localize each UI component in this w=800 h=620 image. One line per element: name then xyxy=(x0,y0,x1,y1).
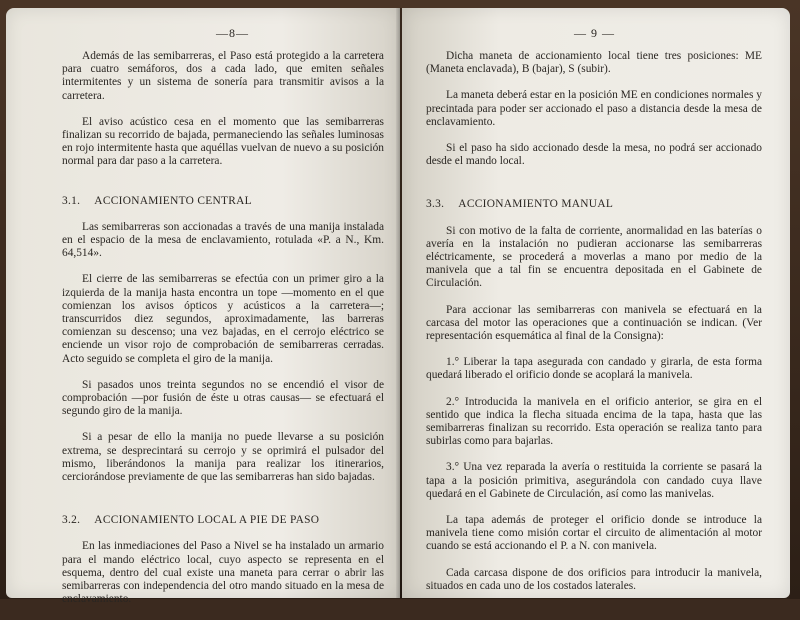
page-body xyxy=(426,50,762,606)
paragraph: La tapa además de proteger el orificio donde se introduce la manivela tiene como misión cortar el circuito de alimentación al motor cuando se está accionando el P. a N. con manivela. xyxy=(426,514,762,553)
paragraph: La maneta deberá estar en la posición ME en condiciones normales y precintada para poder ser accionado el paso a distancia desde la mesa de enclavamiento. xyxy=(426,89,762,128)
paragraph: Cada carcasa dispone de dos orificios para introducir la manivela, situados en cada uno de los costados laterales. xyxy=(426,566,762,592)
paragraph: Si a pesar de ello la manija no puede llevarse a su posición extrema, se desprecintará su cerrojo y se oprimirá el pulsador del mismo, liberándonos la manija para realizar los itinerarios, cerciorándose previamente de que las semibarreras han sido bajadas. xyxy=(62,431,384,484)
paragraph: Para accionar las semibarreras con manivela se efectuará en la carcasa del motor las operaciones que a continuación se indican. (Ver representación esquemática al final de la Consigna): xyxy=(426,303,762,343)
section-heading xyxy=(426,198,762,211)
left-page xyxy=(6,8,400,606)
section-heading xyxy=(62,514,384,527)
section-title: ACCIONAMIENTO MANUAL xyxy=(458,198,614,211)
paragraph: El cierre de las semibarreras se efectúa con un primer giro a la izquierda de la manija hasta encontra un tope —momento en el que comienzan los avisos ópticos y acústicos a la carretera—; transcurridos diez segundos, aproximadamente, las barreras comienzan su descenso; una vez bajadas, en el cerrojo eléctrico se enciende un visor rojo de comprobación de semibarreras cerradas. Acto seguido se completa el giro de la manija. xyxy=(62,273,384,365)
section-title: ACCIONAMIENTO CENTRAL xyxy=(94,194,252,207)
paragraph: Las semibarreras son accionadas a través de una manija instalada en el espacio de la mesa de enclavamiento, rotulada «P. a N., Km. 64,514». xyxy=(62,220,384,260)
page-number: —8— xyxy=(216,26,249,40)
section-number: 3.3. xyxy=(426,198,445,211)
paragraph: En las inmediaciones del Paso a Nivel se ha instalado un armario para el mando eléctrico local, cuyo aspecto se representa en el esquema, dentro del cual existe una maneta para cerrar o abrir las semibarreras con independencia del otro mando situado en la mesa de enclavamiento. xyxy=(62,540,384,606)
section-number: 3.1. xyxy=(62,194,81,207)
paragraph: Si el paso ha sido accionado desde la mesa, no podrá ser accionado desde el mando local. xyxy=(426,142,762,168)
paragraph: Además de las semibarreras, el Paso está protegido a la carretera para cuatro semáforos, dos a cada lado, que emiten señales intermitentes y un sistema de sonería para transmitir avisos a la carretera. xyxy=(62,50,384,102)
page-body xyxy=(62,50,384,620)
list-item: 1.° Liberar la tapa asegurada con candado y girarla, de esta forma quedará liberado el orificio donde se acoplará la manivela. xyxy=(426,356,762,382)
right-page xyxy=(402,8,790,598)
section-number: 3.2. xyxy=(62,514,81,527)
section-heading xyxy=(62,195,384,208)
page-number: — 9 — xyxy=(574,26,615,40)
paragraph: Dicha maneta de accionamiento local tiene tres posiciones: ME (Maneta enclavada), B (bajar), S (subir). xyxy=(426,50,762,76)
paragraph: Si con motivo de la falta de corriente, anormalidad en las baterías o avería en la instalación no pudieran accionarse las semibarreras eléctricamente, se procederá a moverlas a mano por medio de la manivela que a tal fin se encuentra depositada en el Gabinete de Circulación. xyxy=(426,224,762,290)
paragraph: Si pasados unos treinta segundos no se encendió el visor de comprobación —por fusión de éste u otras causas— se efectuará el segundo giro de la manija. xyxy=(62,378,384,418)
list-item: 2.° Introducida la manivela en el orificio anterior, se gira en el sentido que indica la flecha situada encima de la tapa, hasta que las semibarreras finalizan su recorrido. Esta operación se realiza tanto para subirlas como para bajarlas. xyxy=(426,395,762,448)
paragraph: El aviso acústico cesa en el momento que las semibarreras finalizan su recorrido de bajada, permaneciendo las señales luminosas en rojo intermitente hasta que aquéllas vuelvan de nuevo a su posición normal para dar paso a la carretera. xyxy=(62,115,384,168)
section-title: ACCIONAMIENTO LOCAL A PIE DE PASO xyxy=(94,514,320,527)
list-item: 3.° Una vez reparada la avería o restituida la corriente se pasará la tapa a la posición primitiva, asegurándola con candado cuya llave quedará en el Gabinete de Circulación, así como las manivelas. xyxy=(426,461,762,500)
